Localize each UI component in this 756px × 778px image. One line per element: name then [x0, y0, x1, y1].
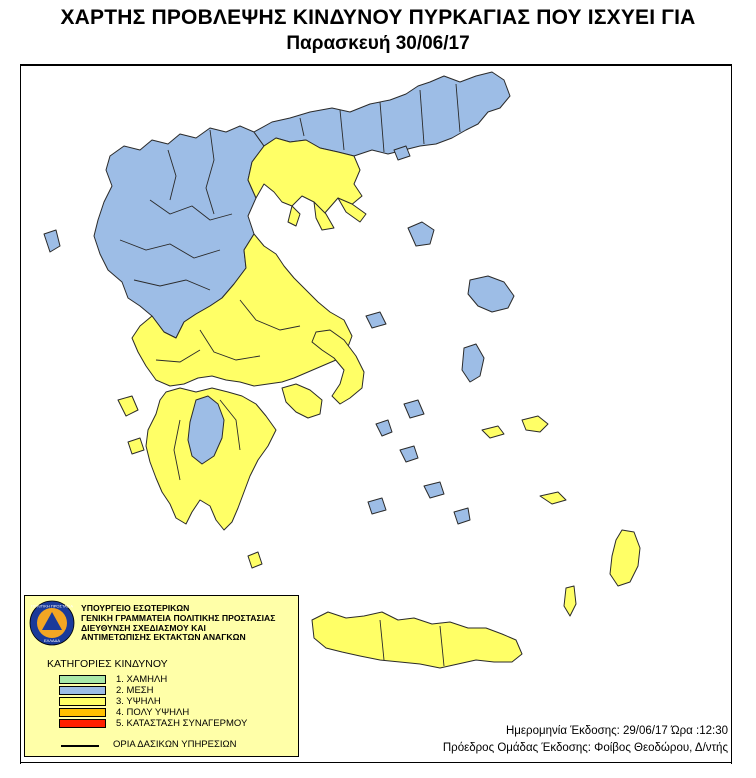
legend-label: 3. ΥΨΗΛΗ [116, 696, 161, 707]
legend-label: 5. ΚΑΤΑΣΤΑΣΗ ΣΥΝΑΓΕΡΜΟΥ [116, 718, 248, 729]
legend-label: 1. ΧΑΜΗΛΗ [116, 674, 168, 685]
org-line: ΑΝΤΙΜΕΤΩΠΙΣΗΣ ΕΚΤΑΚΤΩΝ ΑΝΑΓΚΩΝ [81, 632, 246, 643]
organization-name [81, 604, 297, 643]
region-crete [312, 612, 522, 668]
legend-swatch [59, 686, 106, 695]
region-cyclades-4 [368, 498, 386, 514]
emblem-text-bottom: ΕΛΛΑΔΑ [43, 638, 61, 643]
legend-swatch [59, 697, 106, 706]
region-kefalonia [118, 396, 138, 416]
map-date: Παρασκευή 30/06/17 [286, 33, 470, 54]
map-frame-bottom [20, 762, 732, 763]
region-corfu [44, 230, 60, 252]
region-cyclades-3 [424, 482, 444, 498]
org-line: ΥΠΟΥΡΓΕΙΟ ΕΣΩΤΕΡΙΚΩΝ [81, 603, 190, 613]
region-cyclades-1 [376, 420, 392, 436]
region-lesvos [468, 276, 514, 312]
region-cyclades-5 [454, 508, 470, 524]
region-rhodes [610, 530, 640, 586]
org-line: ΔΙΕΥΘΥΝΣΗ ΣΧΕΔΙΑΣΜΟΥ ΚΑΙ [81, 622, 206, 633]
region-chalkidiki-peninsula-1 [288, 206, 300, 226]
legend-swatch [59, 719, 106, 728]
legend-item-high [59, 697, 279, 706]
region-chios [462, 344, 484, 382]
region-zakynthos [128, 438, 144, 454]
legend-swatch [59, 675, 106, 684]
region-cyclades-2 [400, 446, 418, 462]
region-ikaria [482, 426, 504, 438]
region-samos [522, 416, 548, 432]
region-kythira [248, 552, 262, 568]
org-line: ΓΕΝΙΚΗ ΓΡΑΜΜΑΤΕΙΑ ΠΟΛΙΤΙΚΗΣ ΠΡΟΣΤΑΣΙΑΣ [81, 612, 276, 623]
emblem-text-top: ΠΟΛΙΤΙΚΗ ΠΡΟΣΤΑΣΙΑ [30, 603, 74, 609]
legend-label: 4. ΠΟΛΥ ΥΨΗΛΗ [116, 707, 190, 718]
forest-border-line-sample [61, 745, 99, 747]
region-sporades [366, 312, 386, 328]
legend-item-very-high [59, 708, 279, 717]
legend-item-low [59, 675, 279, 684]
legend-swatch [59, 708, 106, 717]
legend-item-alarm [59, 719, 279, 728]
region-lemnos [408, 222, 434, 246]
legend-box [24, 595, 299, 757]
region-karpathos [564, 586, 576, 616]
map-title: ΧΑΡΤΗΣ ΠΡΟΒΛΕΨΗΣ ΚΙΝΔΥΝΟΥ ΠΥΡΚΑΓΙΑΣ ΠΟΥ ΙΣΧΥΕΙ ΓΙΑ [60, 6, 696, 29]
issuer: Πρόεδρος Ομάδας Έκδοσης: Φοίβος Θεοδώρου, Δ/ντής [442, 742, 728, 754]
issue-date: Ημερομηνία Έκδοσης: 29/06/17 Ώρα :12:30 [506, 725, 728, 737]
region-cyclades-6 [404, 400, 424, 418]
region-kos [540, 492, 566, 504]
region-attica [282, 384, 322, 418]
risk-categories-title: ΚΑΤΗΓΟΡΙΕΣ ΚΙΝΔΥΝΟΥ [47, 658, 168, 670]
legend-item-medium [59, 686, 279, 695]
civil-protection-emblem-icon [29, 600, 75, 646]
legend-label: 2. ΜΕΣΗ [116, 685, 154, 696]
forest-border-label: ΟΡΙΑ ΔΑΣΙΚΩΝ ΥΠΗΡΕΣΙΩΝ [113, 739, 237, 750]
